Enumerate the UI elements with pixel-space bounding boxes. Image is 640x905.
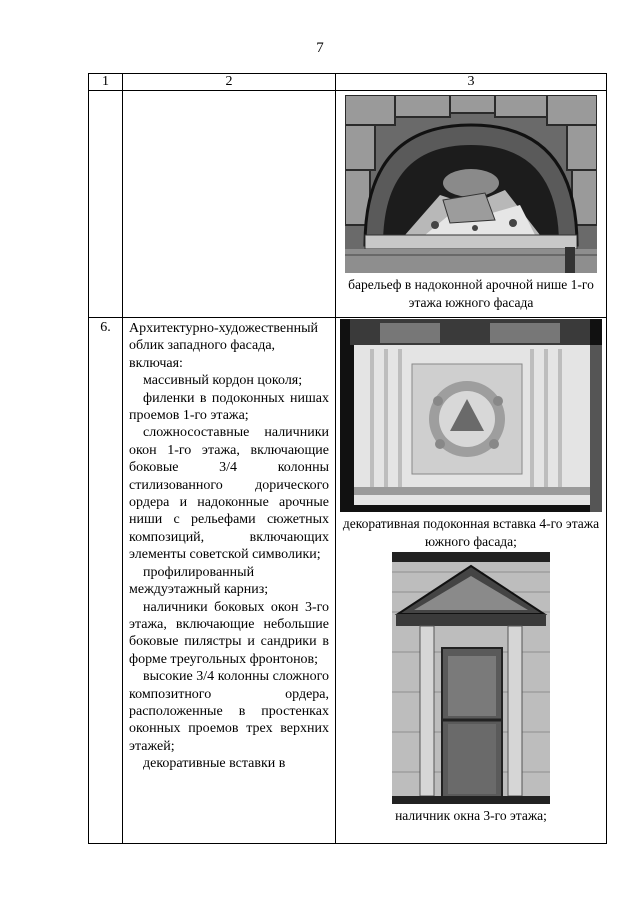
- feature-item: массивный кордон цоколя;: [143, 373, 303, 389]
- feature-item: филенки в подоконных нишах проемов 1-го этажа;: [129, 390, 329, 424]
- row-photo-cell: [336, 318, 607, 844]
- feature-item: декоративные вставки в: [143, 756, 286, 772]
- arch-bas-relief-photo: [345, 95, 597, 273]
- table-row-6: [89, 318, 607, 844]
- row-description-cell-empty: [123, 91, 336, 318]
- table-row-continued: [89, 91, 607, 318]
- photo-caption: наличник окна 3-го этажа;: [395, 808, 547, 823]
- header-col-2: 2: [123, 74, 336, 91]
- page-number: 7: [316, 40, 324, 56]
- photo-caption: барельеф в надоконной арочной нише 1-го этажа южного фасада: [348, 277, 594, 310]
- window-surround-photo: [392, 552, 550, 804]
- photo-caption: декоративная подоконная вставка 4-го этажа южного фасада;: [342, 516, 600, 549]
- header-col-3: 3: [336, 74, 607, 91]
- row-number: 6.: [89, 318, 123, 844]
- row-photo-cell: [336, 91, 607, 318]
- row-description: [123, 318, 336, 844]
- feature-item: наличники боковых окон 3-го этажа, включающие небольшие боковые пилястры и сандрики в форме треугольных фронтонов;: [129, 599, 329, 667]
- feature-item: профилированный междуэтажный карниз;: [129, 564, 269, 598]
- feature-item: сложносоставные наличники окон 1-го этажа, включающие боковые 3/4 колонны стилизованного дорического ордера и надоконные арочные ниши с рельефами сюжетных композиций, включающих элементы советской символики;: [129, 425, 329, 563]
- feature-item: высокие 3/4 колонны сложного композитного ордера, расположенные в простенках оконных проемов трех верхних этажей;: [129, 669, 329, 754]
- description-intro: Архитектурно-художественный облик западного фасада, включая:: [129, 321, 319, 371]
- row-number-cell-empty: [89, 91, 123, 318]
- table-header-row: [89, 74, 607, 91]
- decorative-insert-photo: [340, 319, 602, 512]
- header-col-1: 1: [89, 74, 123, 91]
- heritage-table: [88, 73, 607, 844]
